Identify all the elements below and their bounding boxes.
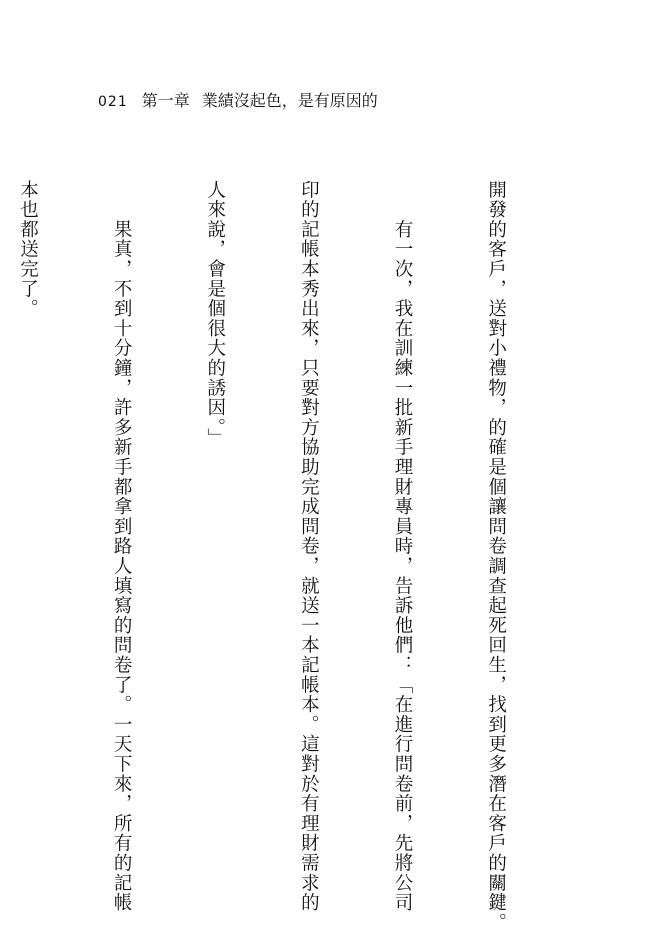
text-line: 開發的客戶，送對小禮物，的確是個讓問卷調查起死回生，找到更多潛在客戶的關鍵。 bbox=[485, 180, 507, 932]
chapter-label: 第一章 bbox=[141, 91, 190, 110]
running-header bbox=[98, 88, 378, 112]
page-number: 021 bbox=[98, 94, 128, 110]
text-line: 本也都送完了。 bbox=[17, 180, 39, 319]
body-text bbox=[0, 180, 574, 932]
text-line: 有一次，我在訓練一批新手理財專員時，告訴他們：「在進行問卷前，先將公司 bbox=[391, 180, 413, 913]
text-line: 人來說，會是個很大的誘因。」 bbox=[204, 180, 226, 448]
text-line: 果真，不到十分鐘，許多新手都拿到路人填寫的問卷了。一天下來，所有的記帳 bbox=[111, 180, 133, 913]
chapter-title: 業績沒起色，是有原因的 bbox=[201, 91, 378, 110]
text-line: 印的記帳本秀出來，只要對方協助完成問卷，就送一本記帳本。這對於有理財需求的 bbox=[298, 180, 320, 913]
